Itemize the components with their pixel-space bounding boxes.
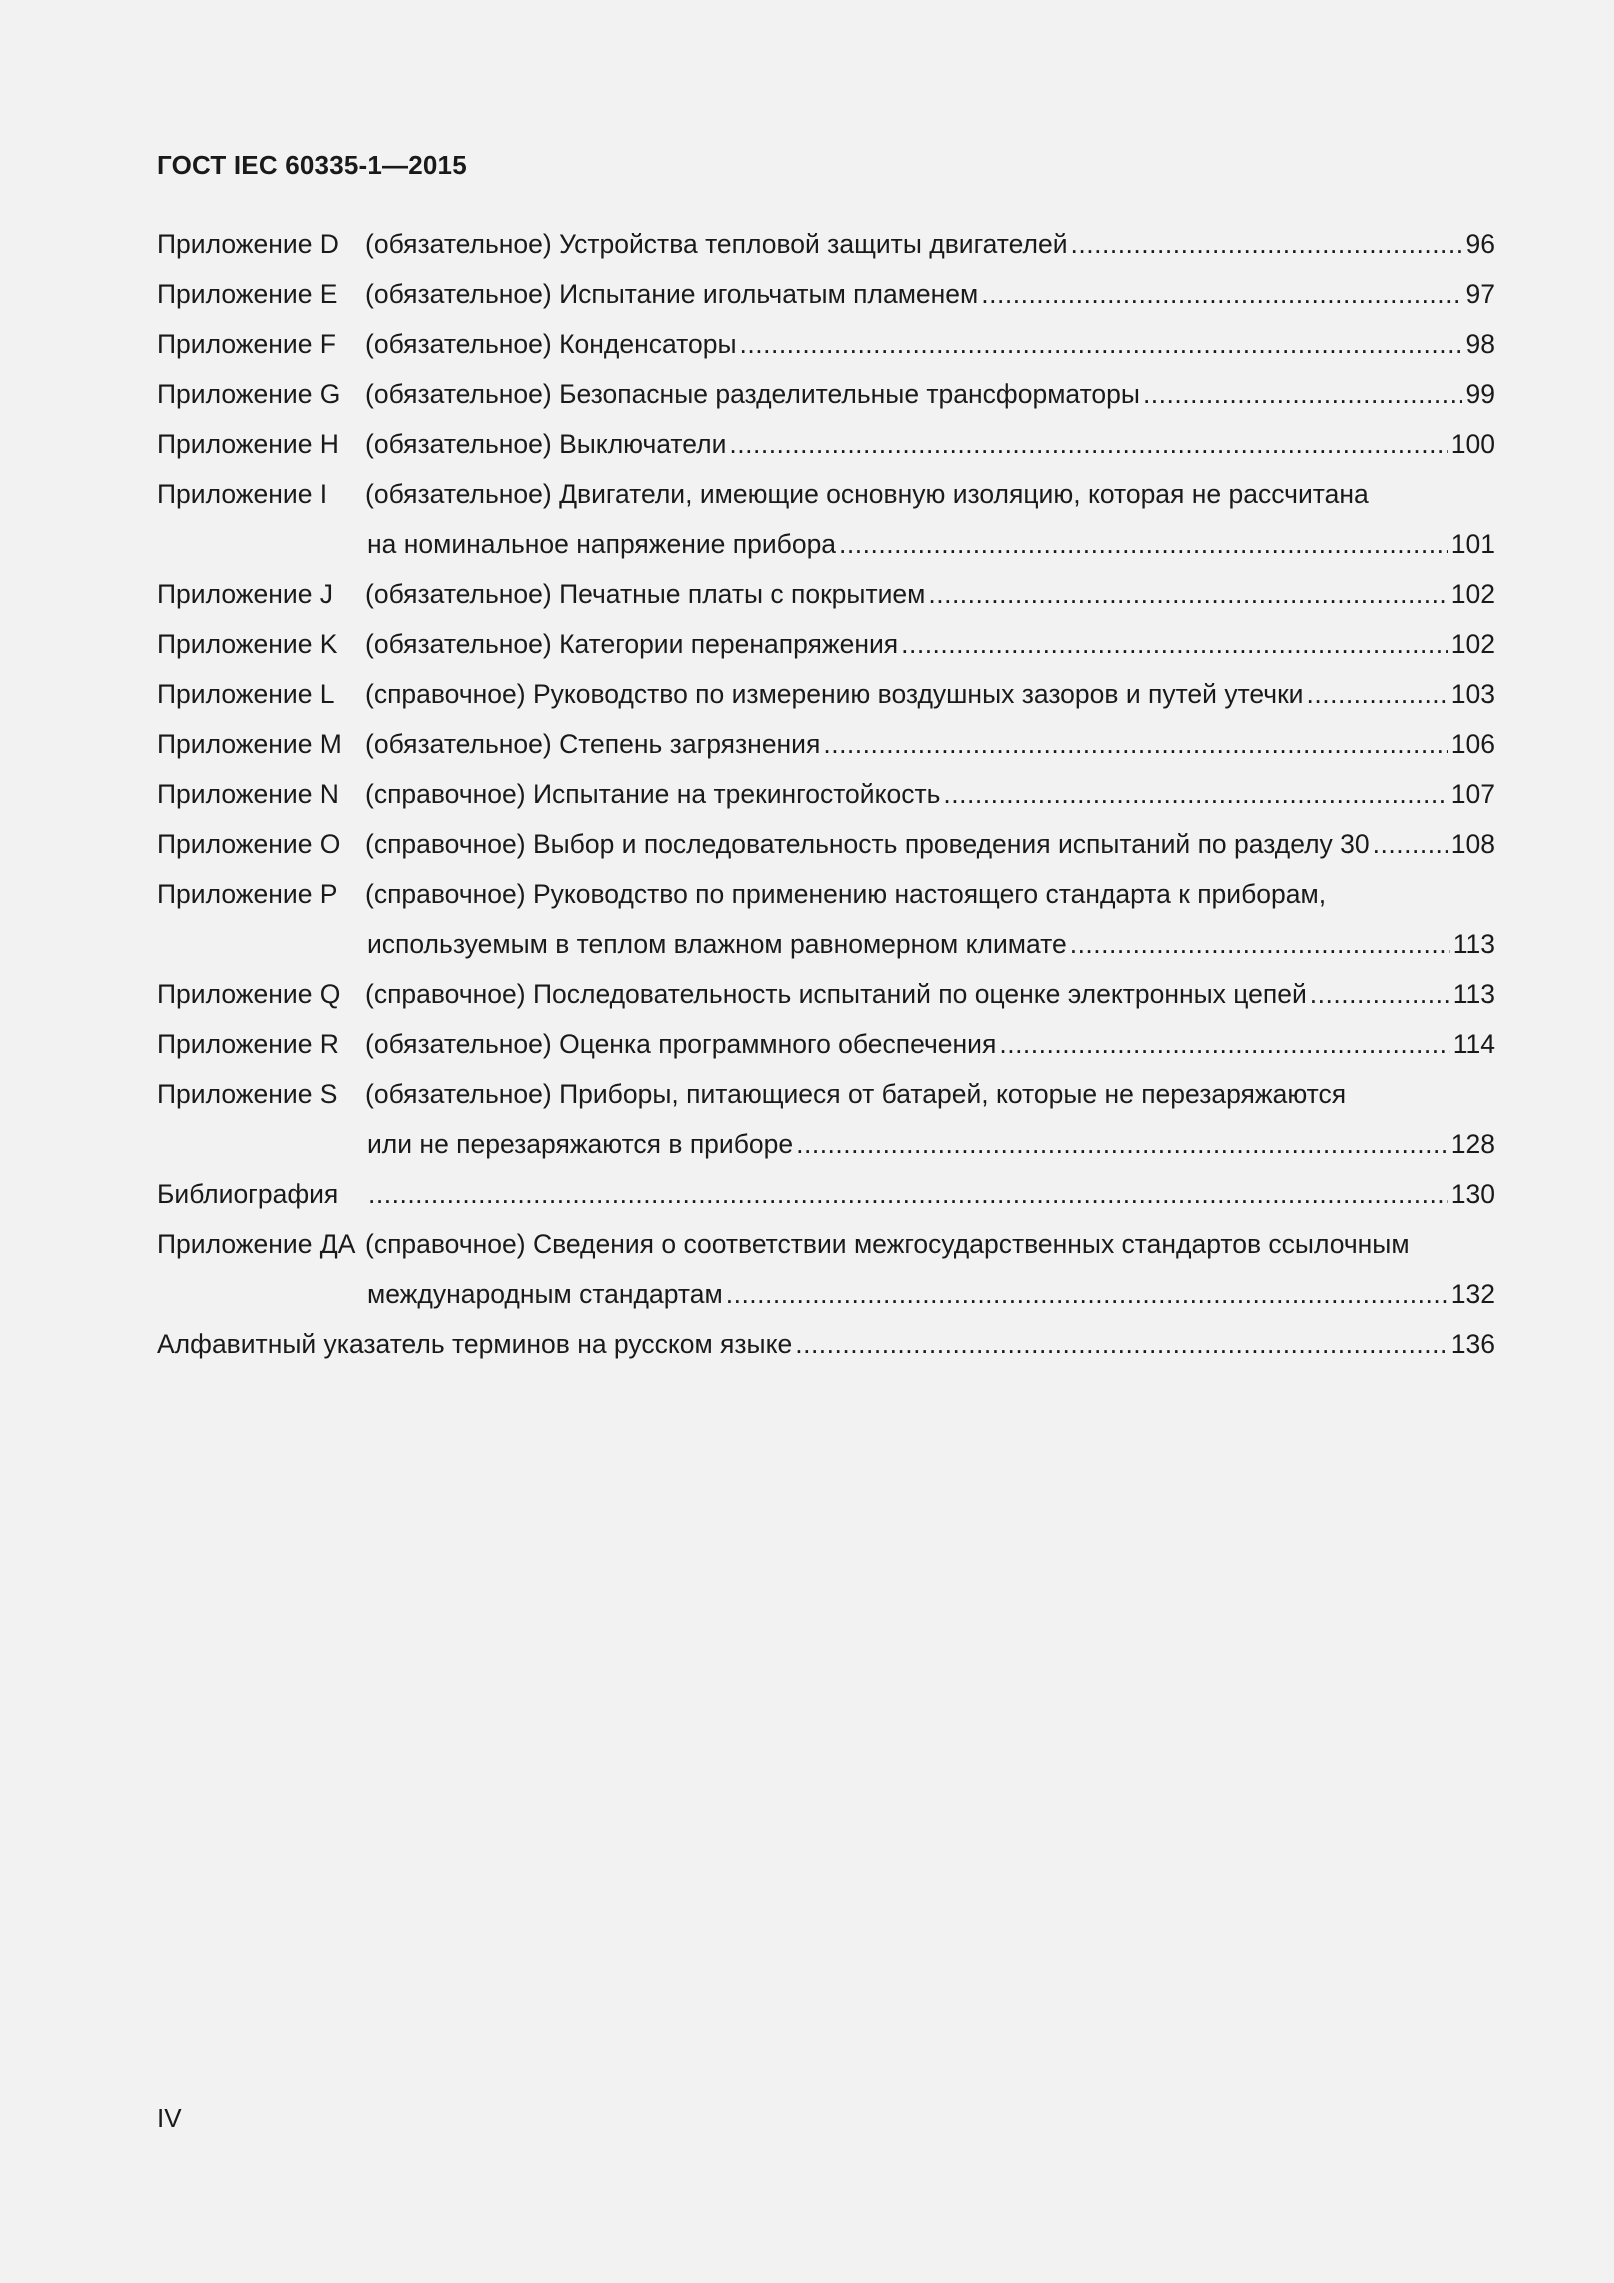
toc-entry-label: Приложение S — [157, 1079, 338, 1109]
toc-line — [157, 1069, 1495, 1119]
toc-line — [157, 269, 1495, 319]
toc-page-number: 99 — [1465, 379, 1495, 409]
toc-entry — [157, 969, 1495, 1019]
toc-line — [157, 769, 1495, 819]
toc-page-number: 102 — [1450, 579, 1495, 609]
toc-page-number: 98 — [1465, 329, 1495, 359]
dot-leader — [928, 569, 1447, 619]
toc-page-number: 128 — [1450, 1129, 1495, 1159]
toc-entry-label: Приложение I — [157, 479, 328, 509]
toc-entry — [157, 219, 1495, 269]
toc-entry — [157, 819, 1495, 869]
toc-entry-label: Приложение L — [157, 679, 335, 709]
toc-page-number: 103 — [1450, 679, 1495, 709]
toc-line — [157, 1169, 1495, 1219]
toc-line — [157, 969, 1495, 1019]
toc-entry — [157, 269, 1495, 319]
toc-line — [157, 1019, 1495, 1069]
toc-entry-label: Приложение G — [157, 379, 341, 409]
toc-page-number: 132 — [1450, 1279, 1495, 1309]
toc-line — [157, 819, 1495, 869]
toc-line — [157, 419, 1495, 469]
toc-line — [157, 319, 1495, 369]
toc-line — [157, 619, 1495, 669]
toc-entry-label: Приложение M — [157, 729, 342, 759]
toc-line — [157, 1119, 1495, 1169]
toc-line — [157, 519, 1495, 569]
toc-page-number: 107 — [1450, 779, 1495, 809]
dot-leader — [1310, 969, 1450, 1019]
toc-entry-label: Библиография — [157, 1179, 339, 1209]
toc-entry-title: (справочное) Выбор и последовательность проведения испытаний по разделу 30 — [365, 829, 1370, 859]
dot-leader — [729, 419, 1447, 469]
toc-entry-label: Приложение E — [157, 279, 338, 309]
toc-entry-title: международным стандартам — [367, 1279, 723, 1309]
toc-entry-title: (справочное) Сведения о соответствии межгосударственных стандартов ссылочным — [365, 1229, 1410, 1259]
toc-entry — [157, 869, 1495, 969]
toc-page-number: 96 — [1465, 229, 1495, 259]
toc-line — [157, 1269, 1495, 1319]
dot-leader — [981, 269, 1462, 319]
toc-entry-label: Приложение K — [157, 629, 338, 659]
toc-entry-title: (справочное) Последовательность испытаний по оценке электронных цепей — [365, 979, 1307, 1009]
toc-entry-title: (справочное) Руководство по измерению воздушных зазоров и путей утечки — [365, 679, 1304, 709]
toc-entry — [157, 469, 1495, 569]
toc-entry — [157, 1219, 1495, 1319]
toc-entry — [157, 719, 1495, 769]
toc-page-number: 114 — [1452, 1029, 1495, 1059]
toc-entry-label: Приложение P — [157, 879, 338, 909]
toc-entry-title: (обязательное) Устройства тепловой защиты двигателей — [365, 229, 1068, 259]
toc-page-number: 108 — [1450, 829, 1495, 859]
toc-entry-label: Приложение ДА — [157, 1229, 356, 1259]
toc-entry-title: (обязательное) Категории перенапряжения — [365, 629, 899, 659]
toc-line — [157, 869, 1495, 919]
toc-entry-title: (обязательное) Приборы, питающиеся от батарей, которые не перезаряжаются — [365, 1079, 1347, 1109]
dot-leader — [740, 319, 1463, 369]
toc-entry — [157, 1069, 1495, 1169]
dot-leader — [796, 1119, 1448, 1169]
toc-entry — [157, 1169, 1495, 1219]
toc-entry-label: Приложение D — [157, 229, 339, 259]
toc-line — [157, 719, 1495, 769]
dot-leader — [1307, 669, 1448, 719]
document-header: ГОСТ IEC 60335-1—2015 — [157, 150, 467, 180]
dot-leader — [1143, 369, 1462, 419]
table-of-contents — [157, 219, 1495, 1369]
toc-page-number: 136 — [1450, 1329, 1495, 1359]
toc-page-number: 97 — [1465, 279, 1495, 309]
toc-line — [157, 469, 1495, 519]
toc-entry-label: Приложение F — [157, 329, 336, 359]
toc-entry-title: (обязательное) Оценка программного обеспечения — [365, 1029, 997, 1059]
toc-line — [157, 669, 1495, 719]
toc-entry-title: (обязательное) Выключатели — [365, 429, 727, 459]
toc-entry-label: Приложение R — [157, 1029, 339, 1059]
toc-entry — [157, 319, 1495, 369]
dot-leader — [1070, 919, 1450, 969]
toc-line — [157, 369, 1495, 419]
dot-leader — [901, 619, 1448, 669]
toc-entry-label: Приложение N — [157, 779, 339, 809]
toc-line — [157, 1219, 1495, 1269]
page-number: IV — [157, 2103, 182, 2133]
toc-entry — [157, 769, 1495, 819]
toc-entry-title: (обязательное) Конденсаторы — [365, 329, 737, 359]
toc-entry-title: Алфавитный указатель терминов на русском языке — [157, 1329, 793, 1359]
dot-leader — [1071, 219, 1462, 269]
toc-entry-title: или не перезаряжаются в приборе — [367, 1129, 794, 1159]
dot-leader — [726, 1269, 1448, 1319]
dot-leader — [999, 1019, 1449, 1069]
toc-page-number: 106 — [1450, 729, 1495, 759]
toc-entry-label: Приложение H — [157, 429, 339, 459]
dot-leader — [839, 519, 1448, 569]
toc-entry — [157, 1019, 1495, 1069]
toc-entry-label: Приложение Q — [157, 979, 341, 1009]
toc-entry — [157, 369, 1495, 419]
toc-entry — [157, 419, 1495, 469]
toc-entry-title: (справочное) Руководство по применению настоящего стандарта к приборам, — [365, 879, 1327, 909]
toc-line — [157, 569, 1495, 619]
toc-entry-title: (обязательное) Двигатели, имеющие основную изоляцию, которая не рассчитана — [365, 479, 1369, 509]
toc-entry-title: (обязательное) Безопасные разделительные трансформаторы — [365, 379, 1140, 409]
dot-leader — [943, 769, 1447, 819]
toc-line — [157, 919, 1495, 969]
toc-entry-title: используемым в теплом влажном равномерном климате — [367, 929, 1067, 959]
toc-page-number: 113 — [1452, 929, 1495, 959]
toc-page-number: 101 — [1450, 529, 1495, 559]
toc-entry-title: (справочное) Испытание на трекингостойкость — [365, 779, 941, 809]
dot-leader — [795, 1319, 1448, 1369]
toc-page-number: 100 — [1450, 429, 1495, 459]
toc-entry — [157, 669, 1495, 719]
dot-leader — [1373, 819, 1448, 869]
toc-entry-title: (обязательное) Степень загрязнения — [365, 729, 821, 759]
toc-page-number: 113 — [1452, 979, 1495, 1009]
toc-entry-label: Приложение O — [157, 829, 341, 859]
toc-entry — [157, 569, 1495, 619]
toc-entry — [157, 619, 1495, 669]
toc-page-number: 102 — [1450, 629, 1495, 659]
toc-page-number: 130 — [1450, 1179, 1495, 1209]
dot-leader — [368, 1169, 1448, 1219]
dot-leader — [823, 719, 1447, 769]
toc-entry-label: Приложение J — [157, 579, 334, 609]
toc-entry-title: (обязательное) Испытание игольчатым пламенем — [365, 279, 979, 309]
toc-entry-title: (обязательное) Печатные платы с покрытием — [365, 579, 926, 609]
toc-entry-title: на номинальное напряжение прибора — [367, 529, 837, 559]
toc-line — [157, 219, 1495, 269]
toc-line-alpha-index — [157, 1319, 1495, 1369]
